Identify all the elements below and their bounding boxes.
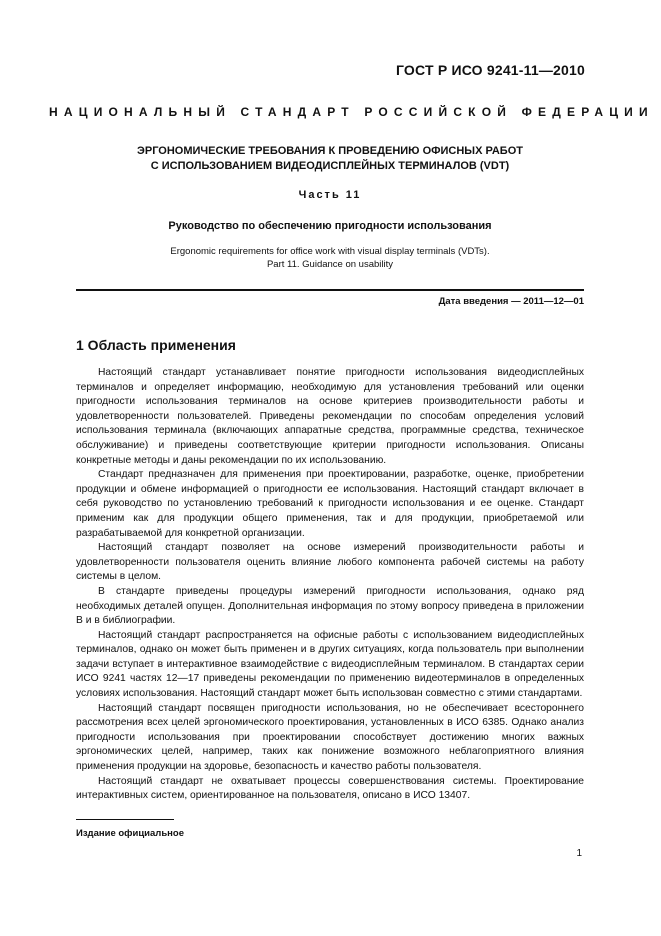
english-title [60, 245, 600, 271]
edition-label: Издание официальное [76, 828, 184, 839]
document-code: ГОСТ Р ИСО 9241-11—2010 [395, 62, 585, 78]
title-line-1: ЭРГОНОМИЧЕСКИЕ ТРЕБОВАНИЯ К ПРОВЕДЕНИЮ ОФИСНЫХ РАБОТ [137, 145, 523, 157]
paragraph: В стандарте приведены процедуры измерений пригодности использования, однако ряд необходимых деталей опущен. Дополнительная информация по этому вопросу приведена в приложении В и в библиографии. [76, 585, 584, 627]
paragraph: Настоящий стандарт не охватывает процессы совершенствования системы. Проектирование интерактивных систем, ориентированное на пользователя, описано в ИСО 13407. [76, 775, 584, 802]
paragraph: Настоящий стандарт устанавливает понятие пригодности использования видеодисплейных терминалов и определяет информацию, необходимую для установления требований или оценки пригодности использования терминалов на основе критериев производительности работы и удовлетворенности пользователей. Приведены рекомендации по способам определения условий использования терминала (включающих аппаратные средства, программные средства, техническое обслуживание) и приведены соответствующие критерии пригодности использования. Описаны конкретные методы и даны рекомендации по их использованию. [76, 367, 584, 466]
title-divider [76, 289, 584, 291]
english-title-line-2: Part 11. Guidance on usability [266, 259, 394, 270]
section-heading: 1 Область применения [76, 337, 236, 353]
paragraph: Настоящий стандарт посвящен пригодности использования, но не обеспечивает всестороннего рассмотрения всех целей эргономического проектирования, установленных в ИСО 6385. Однако анализ пригодности использования при проектировании способствует достижению многих важных эргономических целей, например, таких как понижение возможного неблагоприятного влияния применения продукции на здоровье, безопасность и качество работы пользователя. [76, 702, 584, 773]
part-label: Часть 11 [298, 189, 362, 201]
english-title-line-1: Ergonomic requirements for office work with visual display terminals (VDTs). [170, 246, 490, 257]
section-body [76, 366, 584, 804]
national-standard-heading: НАЦИОНАЛЬНЫЙ СТАНДАРТ РОССИЙСКОЙ ФЕДЕРАЦИИ [49, 105, 654, 119]
paragraph: Настоящий стандарт распространяется на офисные работы с использованием видеодисплейных терминалов, однако он может быть применен и в других ситуациях, когда пользователь при выполнении задачи вступает в интерактивное взаимодействие с видеодисплейным терминалом. В стандартах серии ИСО 9241 частях 12—17 приведены рекомендации по применению видеотерминалов в определенных условиях использования. Настоящий стандарт может быть использован совместно с этими стандартами. [76, 629, 584, 700]
document-subtitle: Руководство по обеспечению пригодности использования [168, 220, 492, 232]
page-number: 1 [576, 848, 582, 859]
document-title [60, 144, 600, 174]
footnote-divider [76, 819, 174, 820]
introduction-date: Дата введения — 2011—12—01 [438, 296, 584, 307]
title-line-2: С ИСПОЛЬЗОВАНИЕМ ВИДЕОДИСПЛЕЙНЫХ ТЕРМИНАЛОВ (VDT) [150, 160, 510, 172]
paragraph: Настоящий стандарт позволяет на основе измерений производительности работы и удовлетворенности пользователя оценить влияние любого компонента рабочей системы на работу системы в целом. [76, 542, 584, 583]
paragraph: Стандарт предназначен для применения при проектировании, разработке, оценке, приобретении продукции и обмене информацией о пригодности ее использования. Настоящий стандарт включает в себя руководство по установлению требований к пригодности использования и ее оценке. Стандарт применим как для продукции общего применения, так и для продукции, приобретаемой или разрабатываемой для конкретной организации. [76, 469, 584, 539]
